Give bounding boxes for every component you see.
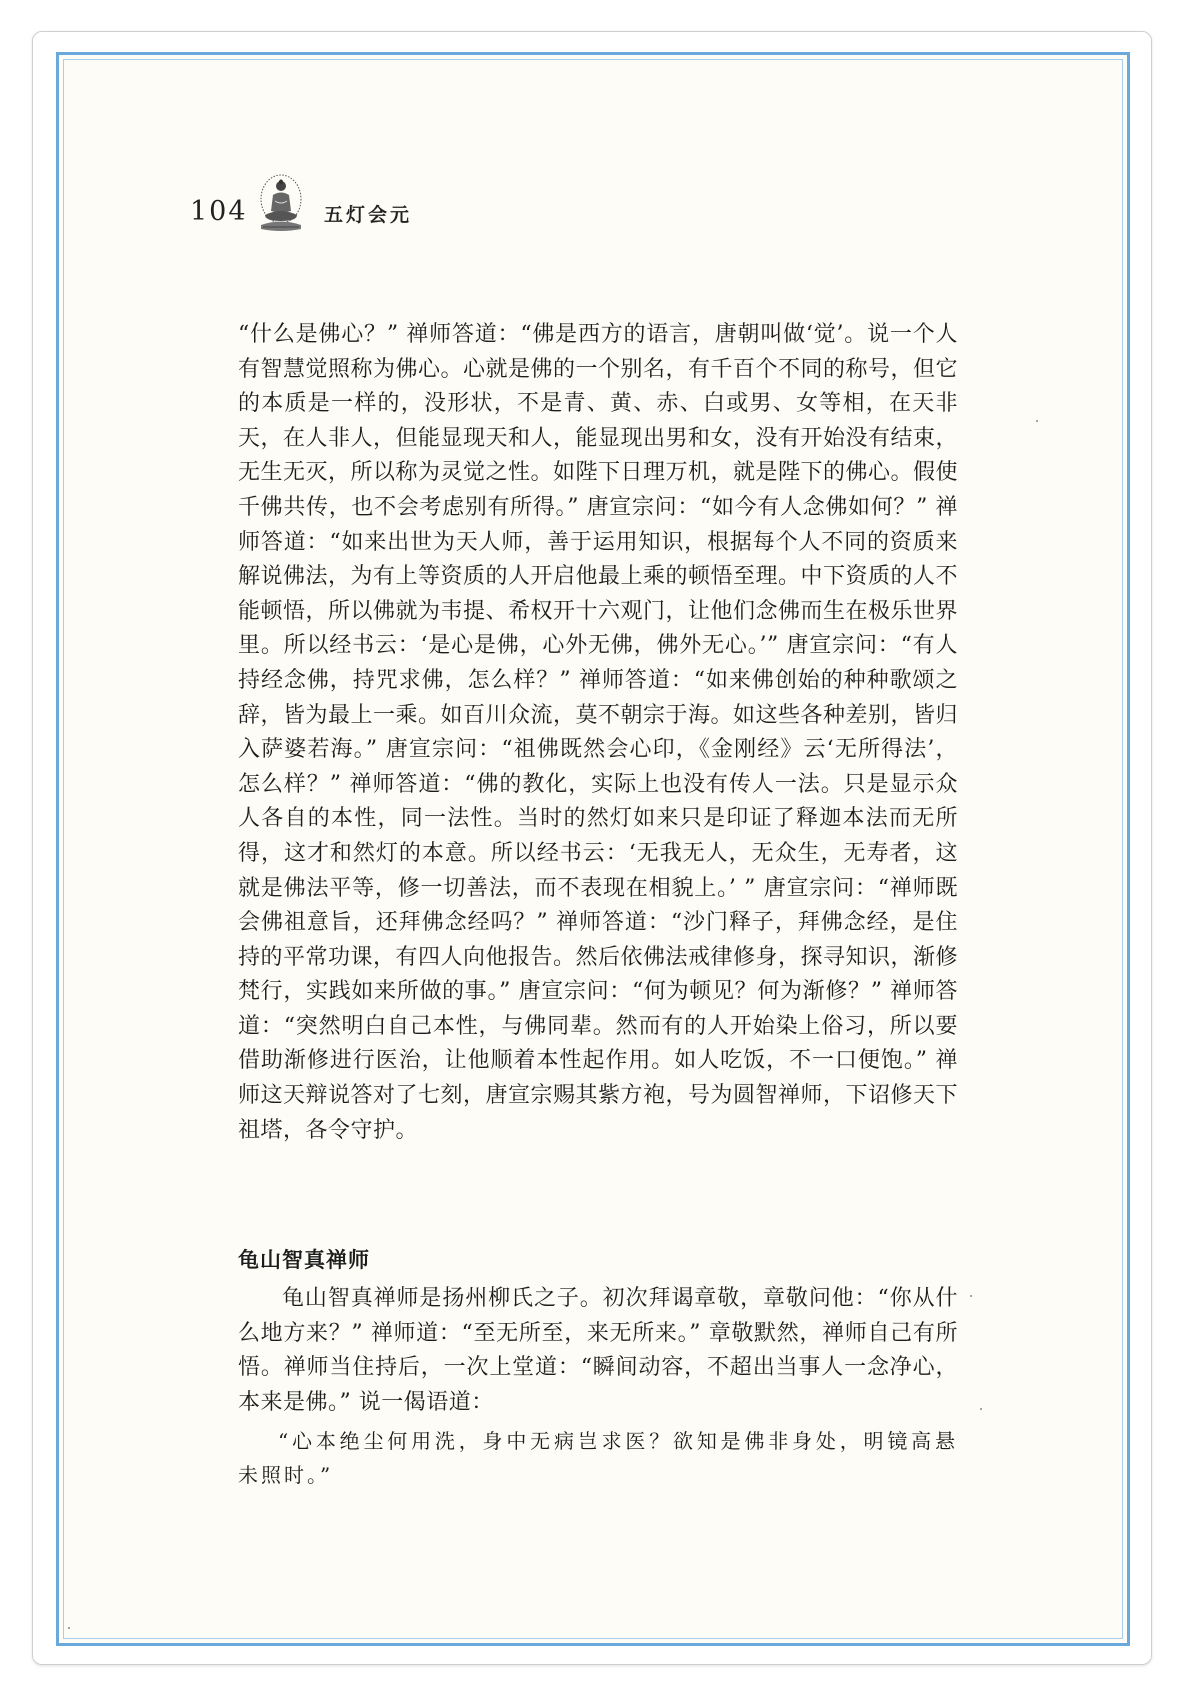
book-title: 五灯会元 <box>324 204 413 226</box>
verse: “心本绝尘何用洗，身中无病岂求医？欲知是佛非身处，明镜高悬未照时。” <box>238 1429 958 1487</box>
scan-speck <box>970 1295 972 1297</box>
scan-speck <box>68 1627 70 1629</box>
section-heading: 龟山智真禅师 <box>238 1248 370 1272</box>
section-paragraph: 龟山智真禅师是扬州柳氏之子。初次拜谒章敬，章敬问他：“你从什么地方来？” 禅师道：“至无所至，来无所来。” 章敬默然，禅师自己有所悟。禅师当住持后，一次上堂道：“瞬间动容，不超出当事人一念净心，本来是佛。” 说一偈语道： <box>238 1286 958 1415</box>
scan-speck <box>980 1408 982 1410</box>
main-paragraph <box>238 318 958 1148</box>
scan-speck <box>1036 420 1038 422</box>
seated-buddha-icon <box>257 173 305 235</box>
page-number: 104 <box>190 196 248 227</box>
paragraph-text: “什么是佛心？” 禅师答道：“佛是西方的语言，唐朝叫做‘觉’。说一个人有智慧觉照称为佛心。心就是佛的一个别名，有千百个不同的称号，但它的本质是一样的，没形状，不是青、黄、赤、白或男、女等相，在天非天，在人非人，但能显现天和人，能显现出男和女，没有开始没有结束，无生无灭，所以称为灵觉之性。如陛下日理万机，就是陛下的佛心。假使千佛共传，也不会考虑别有所得。” 唐宣宗问：“如今有人念佛如何？” 禅师答道：“如来出世为天人师，善于运用知识，根据每个人不同的资质来解说佛法，为有上等资质的人开启他最上乘的顿悟至理。中下资质的人不能顿悟，所以佛就为韦提、希权开十六观门，让他们念佛而生在极乐世界里。所以经书云：‘是心是佛，心外无佛，佛外无心。’” 唐宣宗问：“有人持经念佛，持咒求佛，怎么样？” 禅师答道：“如来佛创始的种种歌颂之辞，皆为最上一乘。如百川众流，莫不朝宗于海。如这些各种差别，皆归入萨婆若海。” 唐宣宗问：“祖佛既然会心印，《金刚经》云‘无所得法’，怎么样？” 禅师答道：“佛的教化，实际上也没有传人一法。只是显示众人各自的本性，同一法性。当时的然灯如来只是印证了释迦本法而无所得，这才和然灯的本意。所以经书云：‘无我无人，无众生，无寿者，这就是佛法平等，修一切善法，而不表现在相貌上。’ ” 唐宣宗问：“禅师既会佛祖意旨，还拜佛念经吗？” 禅师答道：“沙门释子，拜佛念经，是住持的平常功课，有四人向他报告。然后依佛法戒律修身，探寻知识，渐修梵行，实践如来所做的事。” 唐宣宗问：“何为顿见？何为渐修？” 禅师答道：“突然明白自己本性，与佛同辈。然而有的人开始染上俗习，所以要借助渐修进行医治，让他顺着本性起作用。如人吃饭，不一口便饱。” 禅师这天辩说答对了七刻，唐宣宗赐其紫方袍，号为圆智禅师，下诏修天下祖塔，各令守护。 <box>238 322 959 1143</box>
